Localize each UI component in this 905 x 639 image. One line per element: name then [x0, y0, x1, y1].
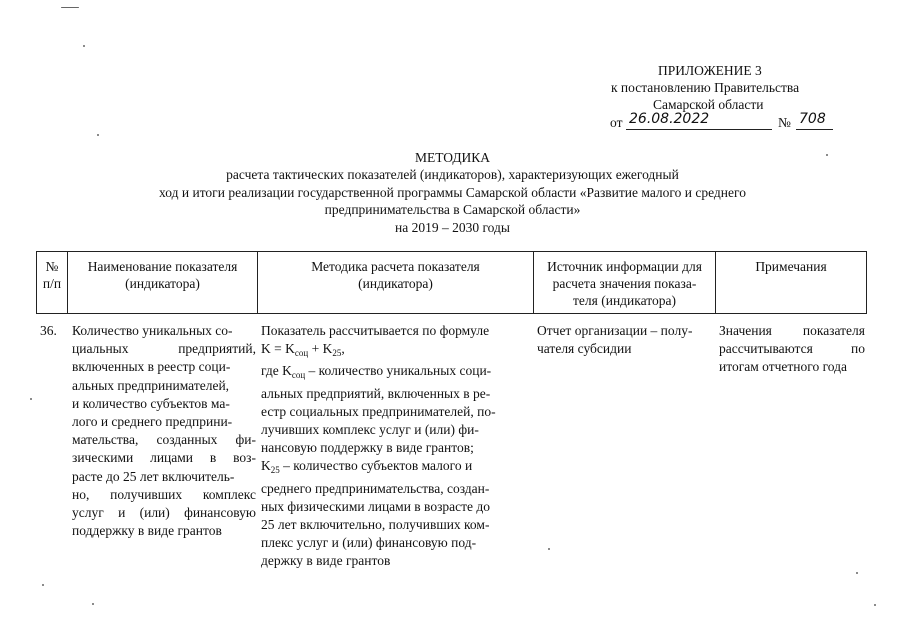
table-border-top	[36, 251, 867, 252]
where-text: – количество уникальных соци-	[305, 363, 492, 379]
header-notes	[716, 258, 866, 275]
row-method	[261, 322, 533, 571]
name-line: но, получивших комплекс	[72, 486, 256, 502]
k25-k: K	[261, 458, 271, 474]
heading-subtitle-line: предпринимательства в Самарской области»	[324, 202, 581, 217]
method-k25-line	[261, 457, 533, 479]
table-border-header-bottom	[36, 313, 867, 314]
appendix-decree-line: к постановлению Правительства	[611, 80, 800, 95]
header-method	[258, 258, 533, 292]
heading-subtitle-line: ход и итоги реализации государственной программы Самарской области «Развитие малого и среднего	[159, 185, 746, 200]
date-value: 26.08.2022	[629, 111, 710, 127]
method-line: среднего предпринимательства, создан-	[261, 480, 490, 496]
row-notes	[719, 322, 865, 377]
header-source-line: Источник информации для	[547, 259, 702, 274]
header-notes-line: Примечания	[755, 259, 827, 274]
name-line: лого и среднего предприни-	[72, 414, 233, 430]
formula-k-soc: K	[285, 341, 295, 357]
appendix-title: ПРИЛОЖЕНИЕ 3	[658, 63, 762, 78]
formula-k-25: K	[322, 341, 333, 357]
where-sub: соц	[291, 370, 306, 381]
header-number-line: п/п	[42, 276, 62, 291]
method-line: нансовую поддержку в виде грантов;	[261, 440, 474, 456]
name-line: зическими лицами в воз-	[72, 450, 256, 466]
header-number-line: №	[45, 259, 59, 274]
name-line: услуг и (или) финансовую	[72, 505, 256, 521]
method-line: ных физическими лицами в возрасте до	[261, 498, 491, 514]
method-line: лучивших комплекс услуг и (или) фи-	[261, 422, 479, 438]
formula-tail: ,	[341, 341, 345, 357]
method-line: держку в виде грантов	[261, 553, 391, 569]
header-source-line: теля (индикатора)	[573, 293, 676, 308]
name-line: расте до 25 лет включитель-	[72, 468, 235, 484]
name-line: и количество субъектов ма-	[72, 395, 230, 411]
name-line: альных предпринимателей,	[72, 377, 230, 393]
method-line: 25 лет включительно, получивших ком-	[261, 517, 490, 533]
method-line: альных предприятий, включенных в ре-	[261, 385, 491, 401]
source-line: Отчет организации – полу-	[537, 323, 693, 338]
header-name-line: (индикатора)	[125, 276, 200, 291]
heading-subtitle-line: расчета тактических показателей (индикаторов), характеризующих ежегодный	[226, 167, 679, 182]
name-line: включенных в реестр соци-	[72, 359, 231, 375]
row-indicator-name	[72, 322, 256, 540]
notes-line: рассчитываются по	[719, 341, 865, 357]
notes-line: итогам отчетного года	[719, 359, 848, 375]
appendix-region-line: Самарской области	[653, 97, 764, 112]
heading-subtitle-line: на 2019 – 2030 годы	[395, 220, 510, 235]
date-prefix: от	[610, 115, 623, 130]
header-source-line: расчета значения показа-	[552, 276, 697, 291]
name-line: мательства, созданных фи-	[72, 432, 256, 448]
header-name-line: Наименование показателя	[87, 259, 238, 274]
header-method-line: (индикатора)	[358, 276, 433, 291]
number-underline	[796, 129, 833, 130]
formula-k: K	[261, 341, 271, 357]
method-intro: Показатель рассчитывается по формуле	[261, 323, 490, 338]
formula-eq: =	[270, 341, 286, 357]
formula-sub-soc: соц	[294, 348, 309, 359]
source-line: чателя субсидии	[537, 341, 632, 357]
formula-sub-25: 25	[332, 348, 342, 359]
table-border-right	[866, 251, 867, 314]
k25-text: – количество субъектов малого и	[279, 458, 473, 474]
row-number: 36.	[40, 323, 57, 338]
method-line: плекс услуг и (или) финансовую под-	[261, 535, 477, 551]
where-prefix: где	[261, 363, 283, 379]
number-prefix: №	[778, 115, 791, 130]
row-source	[537, 322, 713, 358]
header-source	[534, 258, 715, 309]
name-line: Количество уникальных со-	[72, 323, 233, 338]
name-line: поддержку в виде грантов	[72, 523, 222, 539]
notes-line: Значения показателя	[719, 323, 865, 338]
heading-title: МЕТОДИКА	[414, 150, 491, 165]
method-formula	[261, 340, 533, 362]
number-value: 708	[799, 111, 826, 127]
k25-sub: 25	[270, 465, 280, 476]
header-method-line: Методика расчета показателя	[311, 259, 480, 274]
formula-plus: +	[308, 341, 323, 357]
header-number	[37, 258, 67, 292]
name-line: циальных предприятий,	[72, 341, 256, 357]
where-k: K	[282, 363, 292, 379]
header-indicator-name	[68, 258, 257, 292]
method-where-line	[261, 362, 533, 384]
method-line: естр социальных предпринимателей, по-	[261, 403, 496, 419]
date-underline	[626, 129, 772, 130]
